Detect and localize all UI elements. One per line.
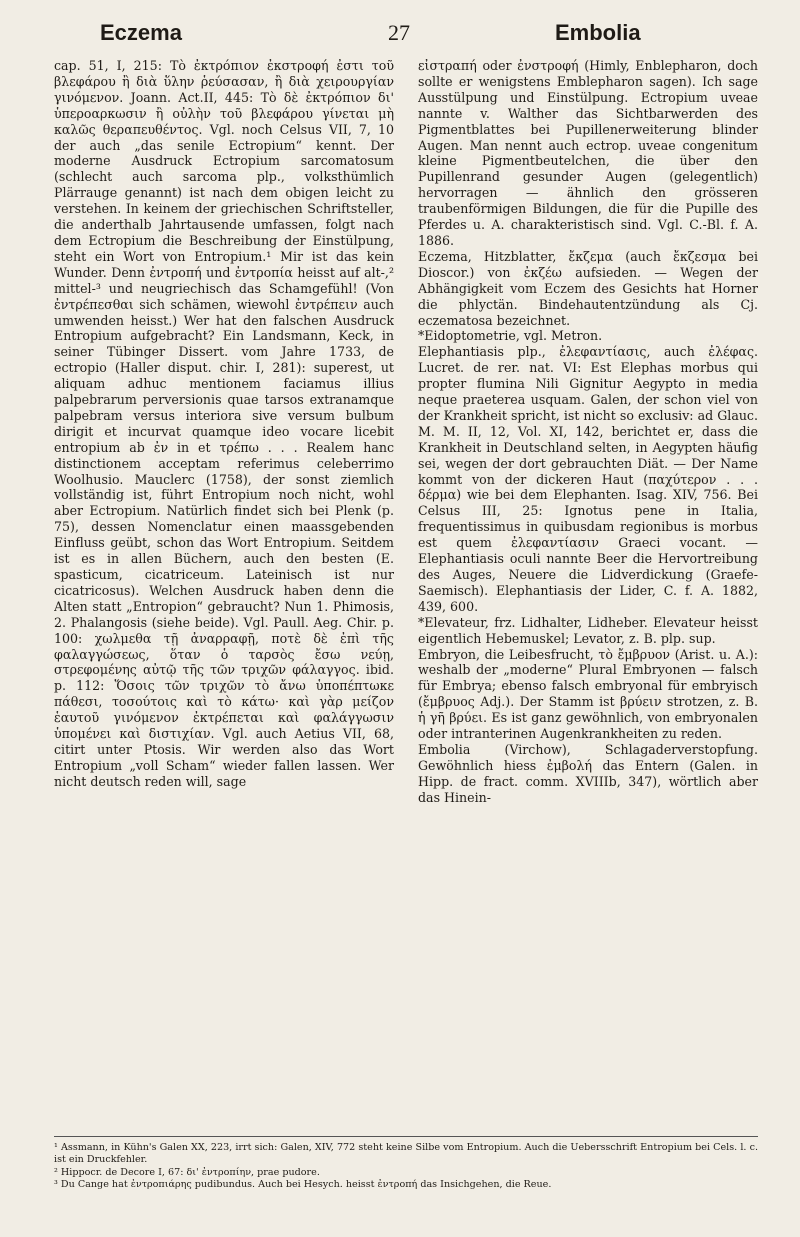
- entry-embryon: Embryon, die Leibesfrucht, τὸ ἔμβρυον (Arist. u. A.): weshalb der „moderne“ Plural Embryonen — falsch für Embrya; ebenso falsch embryonal für embryisch (ἔμβρυος Adj.). Der Stamm ist βρύειν strotzen, z. B. ἡ γῆ βρύει. Es ist ganz gewöhnlich, von embryonalen oder intranterinen Augenkrankheiten zu reden.: [418, 646, 758, 742]
- entry-elephantiasis: Elephantiasis plp., ἐλεφαντίασις, auch ἐλέφας. Lucret. de rer. nat. VI: Est Elephas morbus qui propter flumina Nili Gignitur Aegypto in media neque praeterea usquam. Galen, der schon viel von der Krankheit spricht, ist nicht so exclusiv: ad Glauc. M. M. II, 12, Vol. XI, 142, berichtet er, dass die Krankheit in Deutschland selten, in Aegypten häufig sei, wegen der dort gebrauchten Diät. — Der Name kommt von der dickeren Haut (παχύτερον . . . δέρμα) wie bei dem Elephanten. Isag. XIV, 756. Bei Celsus III, 25: Ignotus pene in Italia, frequentissimus in quibusdam regionibus is morbus est quem ἐλεφαντίασιν Graeci vocant. — Elephantiasis oculi nannte Beer die Hervortreibung des Auges, Neuere die Lidverdickung (Graefe-Saemisch). Elephantiasis der Lider, C. f. A. 1882, 439, 600.: [418, 344, 758, 614]
- paragraph: cap. 51, I, 215: Τὸ ἐκτρόπιον ἐκστροφή ἐστι τοῦ βλεφάρου ἢ διὰ ὕλην ῥεύσασαν, ἢ διὰ χειρουργίαν γινόμενον. Joann. Act.II, 445: Τὸ δὲ ἐκτρόπιον δι' ὑπεροαρκωσιν ἢ οὐλὴν τοῦ βλεφάρου γίνεται μὴ καλῶς θεραπευθέντος. Vgl. noch Celsus VII, 7, 10 der auch „das senile Ectropium“ kennt. Der moderne Ausdruck Ectropium sarcomatosum (schlecht auch sarcoma plp., volksthümlich Plärrauge genannt) ist nach dem obigen leicht zu verstehen. In keinem der griechischen Schriftsteller, die anderthalb Jahrtausende umfassen, folgt nach dem Ectropium die Beschreibung der Einstülpung, steht ein Wort von Entropium.¹ Mir ist das kein Wunder. Denn ἐντροπή und ἐντροπία heisst auf alt-,² mittel-³ und neugriechisch das Schamgefühl! (Von ἐντρέπεσθαι sich schämen, wiewohl ἐντρέπειν auch umwenden heisst.) Wer hat den falschen Ausdruck Entropium aufgebracht? Ein Landsmann, Keck, in seiner Tübinger Dissert. vom Jahre 1733, de ectropio (Haller disput. chir. I, 281): superest, ut aliquam adhuc mentionem faciamus illius palpebrarum perversionis quae tarsos extranamque palpebram versus interiora sive versum bulbum dirigit et incurvat quamque ideo vocare licebit entropium ab ἐν in et τρέπω . . . Realem hanc distinctionem acceptam referimus celeberrimo Woolhusio. Mauclerc (1758), der sonst ziemlich vollständig ist, führt Entropium noch nicht, wohl aber Ectropium. Natürlich findet sich bei Plenk (p. 75), dessen Nomenclatur einen maassgebenden Einfluss geübt, schon das Wort Entropium. Seitdem ist es in allen Büchern, auch den besten (E. spasticum, cicatriceum. Lateinisch ist nur cicatricosus). Welchen Ausdruck haben denn die Alten statt „Entropion“ gebraucht? Nun 1. Phimosis, 2. Phalangosis (siehe beide). Vgl. Paull. Aeg. Chir. p. 100: χωλμεθα τῇ ἀναρραφῇ, ποτὲ δὲ ἐπὶ τῆς φαλαγγώσεως, ὅταν ὁ ταρσὸς ἔσω νεύῃ, στρεφομένης αὐτῷ τῆς τῶν τριχῶν φάλαγγος. ibid. p. 112: Ὅσοις τῶν τριχῶν τὸ ἄνω ὑποπέπτωκε πάθεσι, τοσούτοις καὶ τὸ κάτω· καὶ γὰρ μείζον ἑαυτοῦ γινόμενον ἐκτρέπεται καὶ φαλάγγωσιν ὑπομένει καὶ διστιχίαν. Vgl. auch Aetius VII, 68, citirt unter Ptosis. Wir werden also das Wort Entropium „voll Scham“ wieder fallen lassen. Wer nicht deutsch reden will, sage: [54, 58, 394, 789]
- paragraph: εἰστραπή oder ἐνστροφή (Himly, Enblepharon, doch sollte er wenigstens Emblepharon sagen). Ich sage Ausstülpung und Einstülpung. Ectropium uveae nannte v. Walther das Sichtbarwerden des Pigmentblattes bei Pupillenerweiterung blinder Augen. Man nennt auch ectrop. uveae congenitum kleine Pigmentbeutelchen, die über den Pupillenrand gesunder Augen (gelegentlich) hervorragen — ähnlich den grösseren traubenförmigen Bildungen, die für die Pupille des Pferdes u. A. charakteristisch sind. Vgl. C.-Bl. f. A. 1886.: [418, 58, 758, 248]
- entry-embolia: Embolia (Virchow), Schlagaderverstopfung. Gewöhnlich hiess ἐμβολή das Entern (Galen. in Hipp. de fract. comm. XVIIIb, 347), wörtlich aber das Hinein-: [418, 741, 758, 805]
- entry-elevateur: *Elevateur, frz. Lidhalter, Lidheber. Elevateur heisst eigentlich Hebemuskel; Levator, z. B. plp. sup.: [418, 614, 758, 646]
- right-text-column: [418, 58, 758, 1114]
- page-number: 27: [388, 20, 410, 45]
- entry-eidoptometrie: *Eidoptometrie, vgl. Metron.: [418, 328, 603, 344]
- entry-eczema: Eczema, Hitzblatter, ἔκζεμα (auch ἔκζεσμα bei Dioscor.) von ἐκζέω aufsieden. — Wegen der Abhängigkeit vom Eczem des Gesichts hat Horner die phlyctän. Bindehautentzündung als Cj. eczematosa bezeichnet.: [418, 248, 758, 328]
- footnote: ² Hippocr. de Decore I, 67: δι' ἐντροπίην, prae pudore.: [54, 1166, 320, 1178]
- footnote: ¹ Assmann, in Kühn's Galen XX, 223, irrt sich: Galen, XIV, 772 steht keine Silbe vom Entropium. Auch die Uebersschrift Entropium bei Cels. l. c. ist ein Druckfehler.: [54, 1142, 758, 1166]
- header-left-word: Eczema: [100, 20, 182, 45]
- footnotes: [54, 1136, 758, 1192]
- running-header: [0, 20, 800, 50]
- footnote: ³ Du Cange hat ἐντροπιάρης pudibundus. Auch bei Hesych. heisst ἐντροπή das Insichgehen, die Reue.: [54, 1179, 552, 1191]
- header-right-word: Embolia: [555, 20, 641, 45]
- left-text-column: [54, 58, 394, 1114]
